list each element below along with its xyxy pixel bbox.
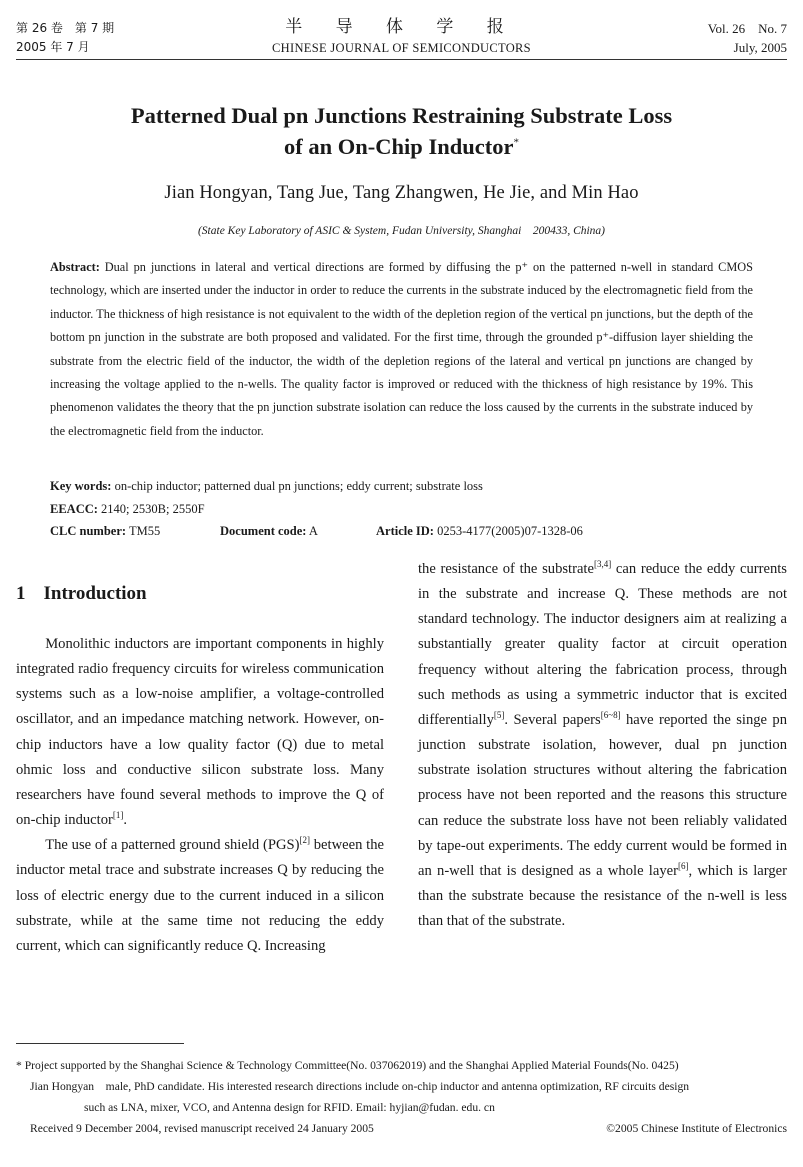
clc-value: TM55 <box>128 524 161 538</box>
keywords-label: Key words: <box>50 479 112 493</box>
article-id-value: 0253-4177(2005)07-1328-06 <box>437 524 583 538</box>
abstract-label: Abstract: <box>50 260 100 274</box>
right-column-paragraph <box>418 557 787 934</box>
keywords <box>50 475 753 498</box>
clc-label: CLC number: <box>50 524 127 538</box>
right-text-a: the resistance of the substrate <box>418 561 594 577</box>
section-number: 1 <box>16 583 26 604</box>
section-title: Introduction <box>43 583 147 604</box>
document-code-label: Document code: <box>220 524 307 538</box>
journal-title-en: CHINESE JOURNAL OF SEMICONDUCTORS <box>272 41 531 55</box>
right-text-e: , which is larger than the substrate because the resistance of the n-well is less than that of the substrate. <box>418 862 787 930</box>
section-heading <box>16 583 147 605</box>
right-text-d: have reported the singe pn junction substrate isolation, however, dual pn junction substrate isolation structures without altering the fabrication process have not been reported and the reasons this structure can reduce the substrate loss have not been reliably validated by tape-out experiments. The eddy current would be formed in an n-well that is designed as a whole layer <box>418 711 788 879</box>
affiliation: (State Key Laboratory of ASIC & System, Fudan University, Shanghai 200433, China) <box>197 225 606 237</box>
author-bio-line-1: Jian Hongyan male, PhD candidate. His interested research directions include on-chip inductor and antenna optimization, RF circuits design <box>30 1080 690 1093</box>
paper-title <box>0 100 803 162</box>
funding-footnote: * Project supported by the Shanghai Science & Technology Committee(No. 037062019) and the Shanghai Applied Material Founds(No. 0425) <box>16 1059 679 1072</box>
journal-title-block <box>0 15 803 57</box>
intro-p1-text: Monolithic inductors are important components in highly integrated radio frequency circuits for wireless communication systems such as a low-noise amplifier, a voltage-controlled oscillator, and an impedance matching network. However, on-chip inductors have a low quality factor (Q) due to metal ohmic loss and conductive silicon substrate loss. Many researchers have found several methods to improve the Q of on-chip inductor <box>16 636 384 829</box>
volume-issue-en: Vol. 26 No. 7 <box>707 21 787 36</box>
document-code-value: A <box>308 524 318 538</box>
intro-p2-text-b: between the inductor metal trace and substrate increases Q by reducing the loss of electric energy due to the current induced in a silicon substrate, while at the same time not reducing the eddy current, which can significantly reduce Q. Increasing <box>16 837 384 954</box>
eeacc <box>50 498 753 521</box>
footnote-rule <box>16 1043 184 1044</box>
citation-1[interactable]: [1] <box>112 810 124 821</box>
left-column <box>16 632 384 959</box>
intro-paragraph-2 <box>16 833 384 959</box>
abstract <box>50 256 753 443</box>
author-list: Jian Hongyan, Tang Jue, Tang Zhangwen, He Jie, and Min Hao <box>164 183 639 203</box>
right-column <box>418 557 787 934</box>
citation-3-4[interactable]: [3,4] <box>593 559 612 570</box>
classification-line <box>50 520 753 542</box>
abstract-text: Dual pn junctions in lateral and vertical directions are formed by diffusing the p⁺ on the patterned n-well in standard CMOS technology, which are inserted under the inductor in order to reduce the currents in the substrate induced by the electromagnetic field from the inductor. The thickness of high resistance is not equivalent to the width of the depletion region of the vertical pn junctions, but the depth of the bottom pn junction in the substrate are both proposed and validated. For the first time, through the grounded p⁺-diffusion layer shielding the substrate from the electric field of the inductor, the width of the depletion regions of the lateral and vertical pn junctions are changed by increasing the voltage applied to the n-wells. The quality factor is improved or reduced with the thickness of high resistance by 19%. This phenomenon validates the theory that the pn junction substrate isolation can reduce the loss caused by the currents in the substrate induced by the electromagnetic field from the inductor. <box>50 260 753 438</box>
journal-volume-en <box>708 19 787 57</box>
author-bio-line-2: such as LNA, mixer, VCO, and Antenna design for RFID. Email: hyjian@fudan. edu. cn <box>84 1101 495 1114</box>
copyright: ©2005 Chinese Institute of Electronics <box>606 1122 787 1135</box>
intro-p1-end: . <box>123 812 128 829</box>
title-line-1: Patterned Dual pn Junctions Restraining Substrate Loss <box>130 103 673 128</box>
citation-5[interactable]: [5] <box>493 710 505 721</box>
article-id-label: Article ID: <box>376 524 434 538</box>
eeacc-text: 2140; 2530B; 2550F <box>101 501 205 516</box>
title-footnote-mark: * <box>513 136 519 149</box>
citation-6-8[interactable]: [6~8] <box>600 710 621 721</box>
footnotes <box>16 1055 787 1139</box>
header-rule <box>16 59 787 60</box>
keywords-block <box>50 475 753 542</box>
right-text-b: can reduce the eddy currents in the substrate and increase Q. These methods are not standard technology. The inductor designers aim at realizing a substantially greater quality factor at circuit operation frequency without altering the fabrication process, through such methods as using a symmetric inductor that is excited differentially <box>418 561 787 728</box>
intro-paragraph-1 <box>16 632 384 833</box>
received-line <box>16 1118 787 1139</box>
title-line-2: of an On-Chip Inductor <box>284 134 514 159</box>
keywords-text: on-chip inductor; patterned dual pn junctions; eddy current; substrate loss <box>114 479 483 493</box>
citation-6[interactable]: [6] <box>677 861 689 872</box>
citation-2[interactable]: [2] <box>299 835 310 846</box>
date-en: July, 2005 <box>733 40 787 55</box>
right-text-c: . Several papers <box>504 711 601 728</box>
date-cn: 2005 年 7 月 <box>16 40 90 54</box>
eeacc-label: EEACC: <box>50 501 98 516</box>
volume-issue-cn: 第 26 卷 第 7 期 <box>16 21 115 35</box>
intro-p2-text-a: The use of a patterned ground shield (PGS) <box>45 837 300 854</box>
received-dates: Received 9 December 2004, revised manuscript received 24 January 2005 <box>30 1122 374 1135</box>
journal-title-cn: 半 导 体 学 报 <box>285 17 518 37</box>
